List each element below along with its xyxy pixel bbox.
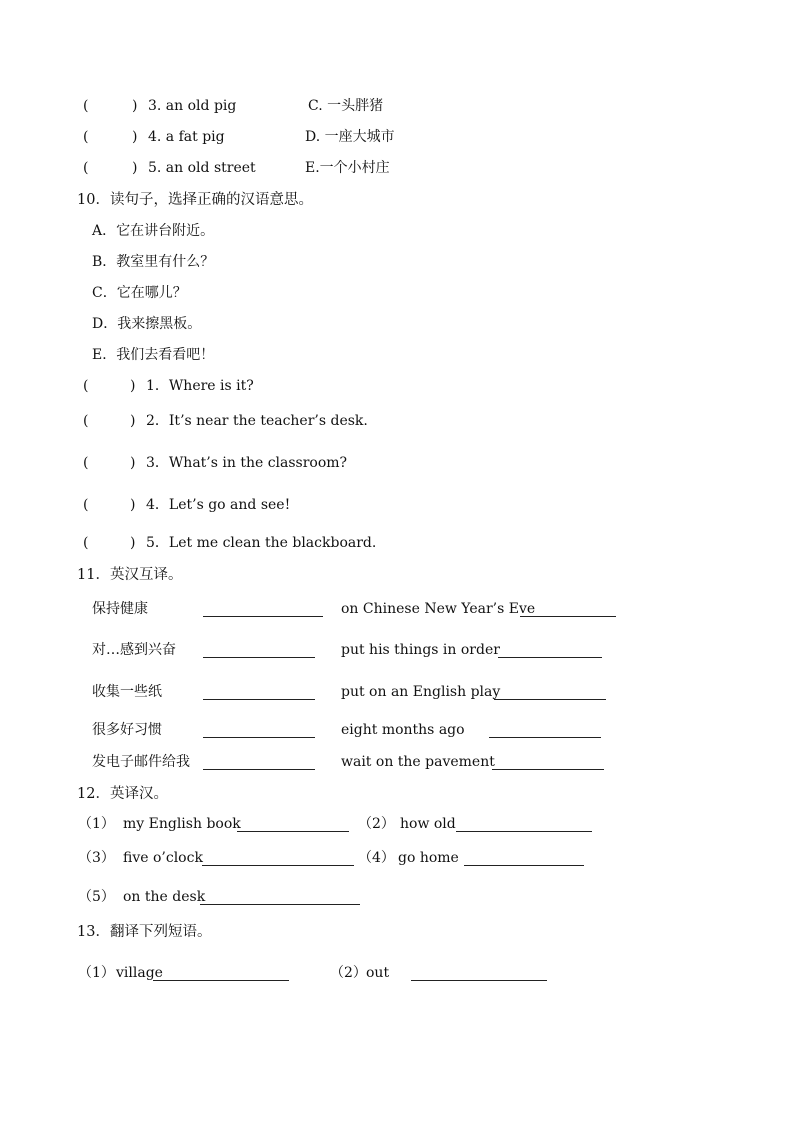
en-phrase: put on an English play bbox=[341, 684, 501, 700]
answer-blank[interactable] bbox=[203, 769, 315, 770]
answer-blank[interactable] bbox=[411, 980, 547, 981]
answer-blank[interactable] bbox=[520, 616, 616, 617]
question-title: 11．英汉互译。 bbox=[77, 567, 183, 583]
answer-blank[interactable] bbox=[489, 737, 601, 738]
sentence-item: 3．What’s in the classroom? bbox=[146, 455, 348, 471]
answer-paren-close: ) bbox=[130, 497, 136, 513]
cn-phrase: 收集一些纸 bbox=[92, 684, 162, 700]
answer-blank[interactable] bbox=[492, 769, 604, 770]
cn-phrase: 对…感到兴奋 bbox=[92, 642, 176, 658]
item-number: （5） bbox=[78, 889, 115, 905]
question-title: 12．英译汉。 bbox=[77, 786, 168, 802]
answer-blank[interactable] bbox=[498, 657, 602, 658]
sentence-item: 1．Where is it? bbox=[146, 378, 254, 394]
en-phrase: wait on the pavement bbox=[341, 754, 495, 770]
answer-paren-open: ( bbox=[83, 413, 89, 429]
item-number: （1） bbox=[78, 816, 115, 832]
item-number: （4） bbox=[358, 850, 395, 866]
match-option: C. 一头胖猪 bbox=[308, 98, 384, 114]
en-phrase: eight months ago bbox=[341, 722, 465, 738]
answer-paren-close: ) bbox=[132, 129, 138, 145]
sentence-item: 5．Let me clean the blackboard. bbox=[146, 535, 377, 551]
en-phrase: how old bbox=[400, 816, 456, 832]
answer-paren-close: ) bbox=[132, 98, 138, 114]
answer-blank[interactable] bbox=[464, 865, 584, 866]
option-line: A．它在讲台附近。 bbox=[92, 223, 215, 239]
answer-paren-close: ) bbox=[132, 160, 138, 176]
en-phrase: out bbox=[366, 965, 390, 981]
option-line: D．我来擦黑板。 bbox=[92, 316, 202, 332]
answer-blank[interactable] bbox=[203, 737, 315, 738]
answer-blank[interactable] bbox=[200, 904, 360, 905]
option-line: C．它在哪儿？ bbox=[92, 285, 187, 301]
match-item: 3. an old pig bbox=[148, 98, 237, 114]
answer-blank[interactable] bbox=[456, 831, 592, 832]
cn-phrase: 保持健康 bbox=[92, 601, 148, 617]
item-number: （3） bbox=[78, 850, 115, 866]
answer-blank[interactable] bbox=[203, 699, 315, 700]
answer-paren-open: ( bbox=[83, 455, 89, 471]
en-phrase: on the desk bbox=[123, 889, 206, 905]
en-phrase: village bbox=[116, 965, 163, 981]
match-option: D. 一座大城市 bbox=[305, 129, 395, 145]
answer-paren-close: ) bbox=[130, 535, 136, 551]
answer-paren-open: ( bbox=[83, 535, 89, 551]
question-title: 13．翻译下列短语。 bbox=[77, 924, 212, 940]
answer-blank[interactable] bbox=[153, 980, 289, 981]
answer-paren-open: ( bbox=[83, 98, 89, 114]
answer-paren-open: ( bbox=[83, 160, 89, 176]
question-title: 10．读句子，选择正确的汉语意思。 bbox=[77, 192, 313, 208]
item-number: （2） bbox=[358, 816, 395, 832]
answer-blank[interactable] bbox=[494, 699, 606, 700]
en-phrase: my English book bbox=[123, 816, 241, 832]
answer-blank[interactable] bbox=[202, 865, 354, 866]
match-item: 5. an old street bbox=[148, 160, 256, 176]
answer-blank[interactable] bbox=[237, 831, 349, 832]
en-phrase: put his things in order bbox=[341, 642, 500, 658]
cn-phrase: 发电子邮件给我 bbox=[92, 754, 190, 770]
sentence-item: 2．It’s near the teacher’s desk. bbox=[146, 413, 368, 429]
match-item: 4. a fat pig bbox=[148, 129, 225, 145]
option-line: B．教室里有什么？ bbox=[92, 254, 215, 270]
cn-phrase: 很多好习惯 bbox=[92, 722, 162, 738]
answer-paren-close: ) bbox=[130, 413, 136, 429]
answer-paren-close: ) bbox=[130, 378, 136, 394]
answer-blank[interactable] bbox=[203, 657, 315, 658]
answer-paren-open: ( bbox=[83, 497, 89, 513]
answer-blank[interactable] bbox=[203, 616, 323, 617]
answer-paren-open: ( bbox=[83, 129, 89, 145]
option-line: E．我们去看看吧！ bbox=[92, 347, 215, 363]
en-phrase: go home bbox=[398, 850, 459, 866]
en-phrase: on Chinese New Year’s Eve bbox=[341, 601, 536, 617]
item-number: （2） bbox=[330, 965, 367, 981]
match-option: E.一个小村庄 bbox=[305, 160, 390, 176]
sentence-item: 4．Let’s go and see! bbox=[146, 497, 291, 513]
answer-paren-close: ) bbox=[130, 455, 136, 471]
answer-paren-open: ( bbox=[83, 378, 89, 394]
item-number: （1） bbox=[78, 965, 115, 981]
en-phrase: five o’clock bbox=[123, 850, 203, 866]
